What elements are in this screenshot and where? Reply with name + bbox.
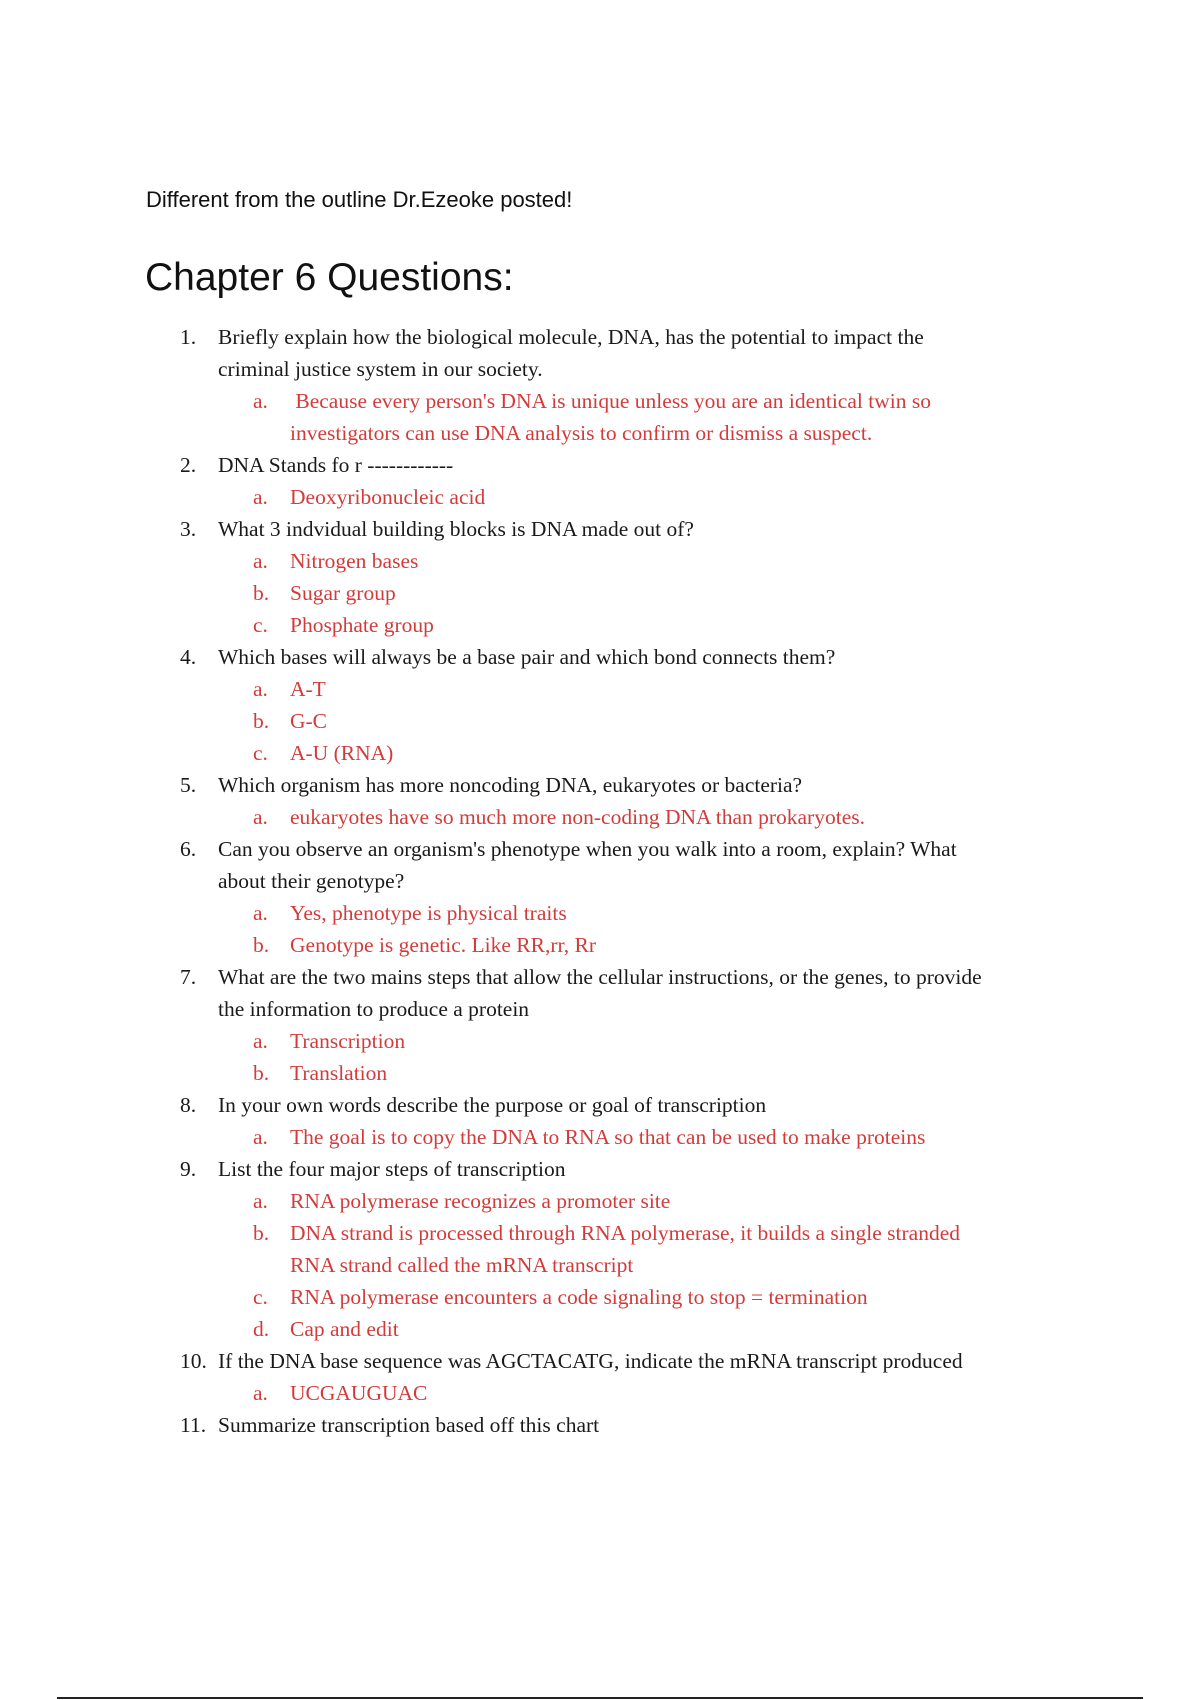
- question-text: In your own words describe the purpose or goal of transcription: [218, 1093, 767, 1117]
- question-number: 4.: [180, 645, 197, 669]
- answer-text: A-T: [290, 677, 326, 701]
- answer-line: [0, 801, 1200, 833]
- answer-line: [0, 737, 1200, 769]
- answer-marker: a.: [253, 1029, 268, 1053]
- question-text: Which organism has more noncoding DNA, eukaryotes or bacteria?: [218, 773, 803, 797]
- question-line: [0, 961, 1200, 993]
- answer-line: [0, 929, 1200, 961]
- answer-line: [0, 1185, 1200, 1217]
- answer-text: Genotype is genetic. Like RR,rr, Rr: [290, 933, 597, 957]
- answer-marker: a.: [253, 901, 268, 925]
- answer-marker: a.: [253, 1125, 268, 1149]
- answer-text: Yes, phenotype is physical traits: [290, 901, 567, 925]
- answer-text: Because every person's DNA is unique unless you are an identical twin so: [290, 389, 931, 413]
- answer-line: [0, 1025, 1200, 1057]
- question-text: about their genotype?: [218, 869, 405, 893]
- answer-marker: b.: [253, 709, 270, 733]
- answer-text: UCGAUGUAC: [290, 1381, 428, 1405]
- answer-text: RNA polymerase encounters a code signaling to stop = termination: [290, 1285, 868, 1309]
- question-text: If the DNA base sequence was AGCTACATG, indicate the mRNA transcript produced: [218, 1349, 963, 1373]
- answer-line: [0, 1249, 1200, 1281]
- question-line: [0, 993, 1200, 1025]
- question-text: What 3 indvidual building blocks is DNA made out of?: [218, 517, 694, 541]
- question-text: Briefly explain how the biological molecule, DNA, has the potential to impact the: [218, 325, 924, 349]
- question-line: [0, 865, 1200, 897]
- question-line: [0, 1409, 1200, 1441]
- question-text: List the four major steps of transcription: [218, 1157, 566, 1181]
- answer-marker: a.: [253, 549, 268, 573]
- answer-line: [0, 609, 1200, 641]
- answer-marker: c.: [253, 741, 268, 765]
- question-line: [0, 833, 1200, 865]
- question-list: [0, 321, 1200, 1441]
- answer-line: [0, 545, 1200, 577]
- question-number: 9.: [180, 1157, 197, 1181]
- answer-text: RNA polymerase recognizes a promoter site: [290, 1189, 671, 1213]
- answer-line: [0, 417, 1200, 449]
- question-text: What are the two mains steps that allow the cellular instructions, or the genes, to provide: [218, 965, 982, 989]
- question-number: 3.: [180, 517, 197, 541]
- answer-marker: b.: [253, 933, 270, 957]
- answer-text: Deoxyribonucleic acid: [290, 485, 486, 509]
- question-number: 11.: [180, 1413, 207, 1437]
- answer-line: [0, 1281, 1200, 1313]
- page-bottom-rule: [57, 1697, 1143, 1699]
- question-text: Can you observe an organism's phenotype when you walk into a room, explain? What: [218, 837, 957, 861]
- question-line: [0, 513, 1200, 545]
- question-text: DNA Stands fo r ------------: [218, 453, 454, 477]
- answer-marker: c.: [253, 613, 268, 637]
- answer-text: DNA strand is processed through RNA polymerase, it builds a single stranded: [290, 1221, 960, 1245]
- question-number: 10.: [180, 1349, 207, 1373]
- question-number: 6.: [180, 837, 197, 861]
- answer-line: [0, 481, 1200, 513]
- answer-marker: d.: [253, 1317, 270, 1341]
- answer-text: Nitrogen bases: [290, 549, 419, 573]
- question-number: 8.: [180, 1093, 197, 1117]
- answer-marker: a.: [253, 677, 268, 701]
- answer-text: eukaryotes have so much more non-coding DNA than prokaryotes.: [290, 805, 865, 829]
- answer-marker: b.: [253, 1221, 270, 1245]
- question-number: 2.: [180, 453, 197, 477]
- answer-marker: c.: [253, 1285, 268, 1309]
- answer-text: investigators can use DNA analysis to confirm or dismiss a suspect.: [290, 421, 873, 445]
- answer-text: RNA strand called the mRNA transcript: [290, 1253, 634, 1277]
- answer-text: Phosphate group: [290, 613, 434, 637]
- answer-text: Transcription: [290, 1029, 406, 1053]
- answer-line: [0, 1057, 1200, 1089]
- question-line: [0, 353, 1200, 385]
- answer-line: [0, 577, 1200, 609]
- answer-text: Cap and edit: [290, 1317, 399, 1341]
- question-line: [0, 449, 1200, 481]
- answer-text: Sugar group: [290, 581, 396, 605]
- question-number: 7.: [180, 965, 197, 989]
- question-line: [0, 321, 1200, 353]
- answer-line: [0, 673, 1200, 705]
- answer-marker: a.: [253, 1189, 268, 1213]
- page-title: Chapter 6 Questions:: [145, 256, 514, 299]
- answer-line: [0, 705, 1200, 737]
- answer-text: G-C: [290, 709, 328, 733]
- question-text: Which bases will always be a base pair and which bond connects them?: [218, 645, 836, 669]
- answer-line: [0, 1313, 1200, 1345]
- question-text: criminal justice system in our society.: [218, 357, 543, 381]
- question-line: [0, 769, 1200, 801]
- answer-line: [0, 897, 1200, 929]
- question-text: the information to produce a protein: [218, 997, 530, 1021]
- question-line: [0, 1345, 1200, 1377]
- answer-marker: b.: [253, 1061, 270, 1085]
- answer-line: [0, 1121, 1200, 1153]
- question-text: Summarize transcription based off this chart: [218, 1413, 600, 1437]
- answer-line: [0, 1377, 1200, 1409]
- answer-marker: a.: [253, 1381, 268, 1405]
- answer-text: The goal is to copy the DNA to RNA so that can be used to make proteins: [290, 1125, 926, 1149]
- answer-text: A-U (RNA): [290, 741, 394, 765]
- question-number: 1.: [180, 325, 197, 349]
- question-line: [0, 1089, 1200, 1121]
- answer-marker: b.: [253, 581, 270, 605]
- answer-text: Translation: [290, 1061, 388, 1085]
- answer-marker: a.: [253, 805, 268, 829]
- question-number: 5.: [180, 773, 197, 797]
- answer-line: [0, 1217, 1200, 1249]
- answer-marker: a.: [253, 389, 268, 413]
- question-line: [0, 1153, 1200, 1185]
- question-line: [0, 641, 1200, 673]
- answer-line: [0, 385, 1200, 417]
- header-note: Different from the outline Dr.Ezeoke posted!: [146, 187, 573, 212]
- answer-marker: a.: [253, 485, 268, 509]
